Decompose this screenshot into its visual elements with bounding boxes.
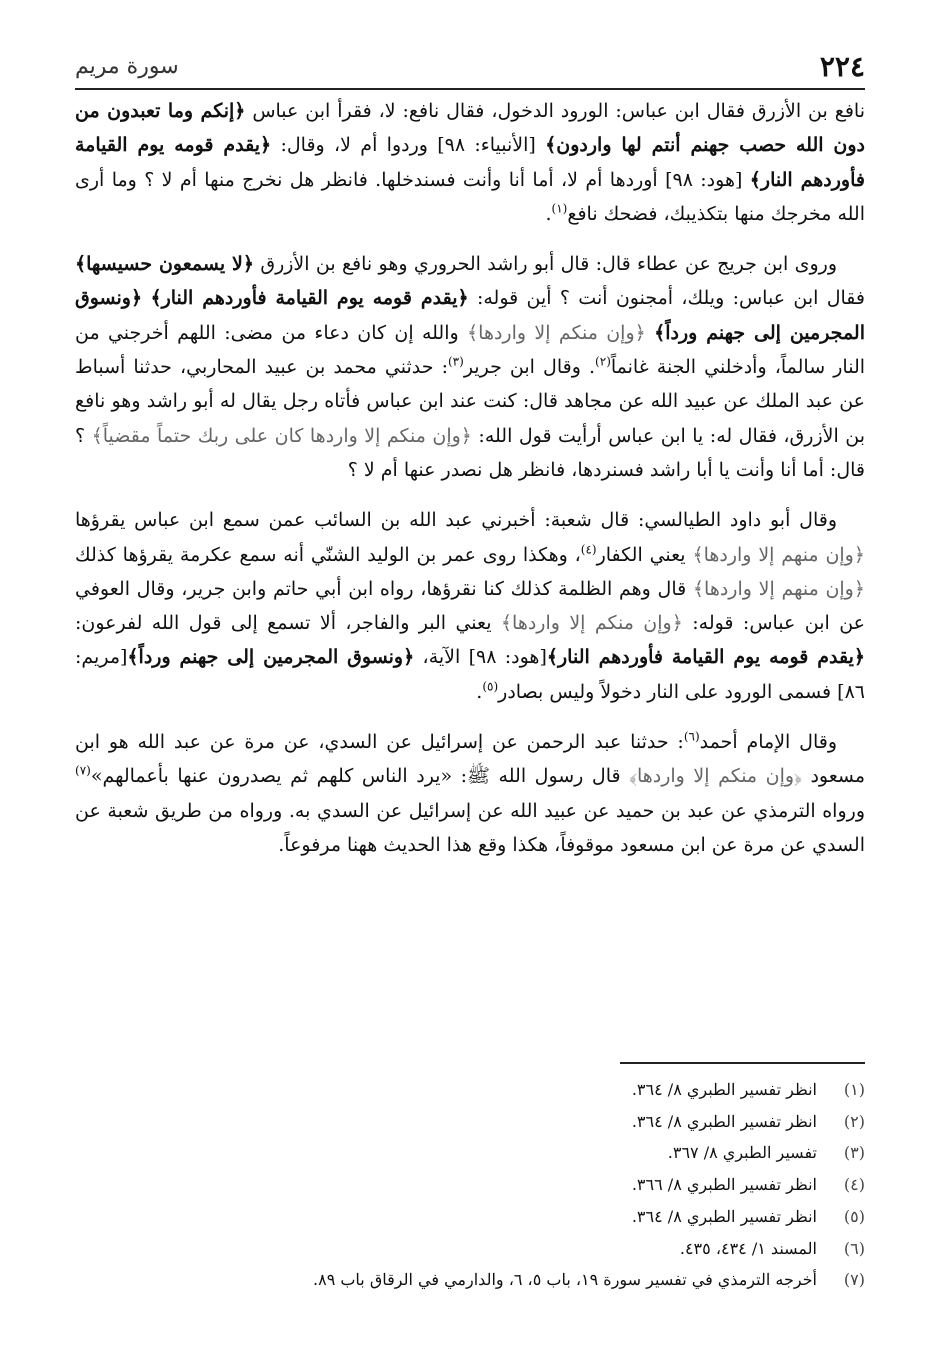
footnote [75,1169,865,1201]
text-run: ورواه الترمذي عن عبد بن حميد عن عبيد الله عن إسرائيل عن السدي به. ورواه من طريق شعبة عن السدي عن مرة عن ابن مسعود موقوفاً، هكذا وقع هذا الحديث ههنا مرفوعاً. [75,799,865,856]
text-run: [مريم: ٨٦] فسمى الورود على النار دخولاً وليس بصادر [75,646,865,703]
text-run: ؟ قال: أما أنا وأنت يا أبا راشد فسنردها، فانظر هل نصدر عنها أم لا ؟ [75,424,865,481]
text-run: قال رسول الله ﷺ: «يرد الناس كلهم ثم يصدرون عنها بأعمالهم» [90,765,630,788]
text-run: يعني البر والفاجر، ألا تسمع إلى قول الله لفرعون: [75,612,501,635]
footnote [75,1074,865,1106]
footnote-ref: (٥) [482,679,499,694]
text-run: قال وهم الظلمة كذلك كنا نقرؤها، رواه ابن أبي حاتم وابن جرير، وقال العوفي عن ابن عباس: قوله: [75,577,865,635]
footnote-text: انظر تفسير الطبري ٨/ ٣٦٤. [631,1111,817,1131]
quran-verse: ﴿يقدم قومه يوم القيامة فأوردهم النار﴾ [75,134,865,191]
footnote-ref: (٢) [595,354,611,369]
text-run: : حدثنا عبد الرحمن عن إسرائيل عن السدي، عن مرة عن عبد الله هو ابن مسعود [75,731,866,788]
footnote-number: (٧) [843,1270,865,1290]
footnote [75,1137,865,1169]
text-run: [الأنبياء: ٩٨] وردوا أم لا، وقال: [271,134,546,157]
quran-verse: ﴿ونسوق المجرمين إلى جهنم ورداً﴾ [75,287,865,344]
page-number: ٢٢٤ [819,50,865,83]
text-run: [هود: ٩٨] الآية، [414,646,547,669]
text-run: نافع بن الأزرق فقال ابن عباس: الورود الدخول، فقال نافع: لا، فقرأ ابن عباس [245,100,865,122]
footnote-text: انظر تفسير الطبري ٨/ ٣٦٤. [631,1080,817,1099]
footnote-number: (١) [843,1080,865,1099]
footnote-text: المسند ١/ ٤٣٤، ٤٣٥. [679,1238,817,1258]
text-run: : حدثني محمد بن عبيد المحاربي، حدثنا أسباط عن عبد الملك عن عبيد الله عن مجاهد قال: كنت عند ابن عباس فأتاه رجل يقال له أبو راشد وهو نافع بن الأزرق، فقال له: يا ابن عباس أرأيت قول الله: [75,356,865,447]
text-run: . وقال ابن جرير [463,356,596,379]
text-run: . [545,202,552,225]
paragraph [75,94,865,231]
footnote-text: تفسير الطبري ٨/ ٣٦٧. [667,1143,817,1163]
footnote-text: انظر تفسير الطبري ٨/ ٣٦٦. [631,1175,817,1195]
text-run: [هود: ٩٨] أوردها أم لا، أما أنا وأنت فسندخلها. فانظر هل نخرج منها أم لا ؟ وما أرى الله مخرجك منها بتكذيبك، فضحك نافع [75,168,865,225]
text-run: وقال الإمام أحمد [699,731,837,754]
footnote-number: (٣) [843,1143,865,1163]
paragraph [75,725,865,862]
quran-verse: ﴿ونسوق المجرمين إلى جهنم ورداً﴾ [127,646,415,669]
quran-verse: ﴿يقدم قومه يوم القيامة فأوردهم النار﴾ [546,646,865,669]
footnote-number: (٥) [843,1206,865,1226]
quran-verse-light: ﴿وإن منكم إلا واردها كان على ربك حتماً مقضياً﴾ [91,424,472,447]
text-run: يعني الكفار [596,543,693,566]
footnote-number: (٦) [843,1238,865,1258]
text-run: وروى ابن جريج عن عطاء قال: قال أبو راشد الحروري وهو نافع بن الأزرق [254,253,837,276]
footnote-number: (٢) [843,1111,865,1131]
footnote-number: (٤) [843,1175,865,1195]
footnote-ref: (٤) [580,542,597,557]
footnote [75,1264,865,1296]
quran-verse-light: ﴿وإن منكم إلا واردها﴾ [500,612,683,635]
footnote-ref: (١) [551,201,568,216]
text-run: ، وهكذا روى عمر بن الوليد الشنّي أنه سمع عكرمة يقرؤها كذلك [75,543,581,566]
paragraph [75,503,865,709]
text-run: فقال ابن عباس: ويلك، أمجنون أنت ؟ أين قوله: [468,287,865,310]
quran-verse: ﴿إنكم وما تعبدون من دون الله حصب جهنم أنتم لها واردون﴾ [75,100,866,157]
footnote-ref: (٣) [447,354,464,369]
footnote-ref: (٦) [683,729,700,744]
footnote-text: أخرجه الترمذي في تفسير سورة ١٩، باب ٥، ٦، والدارمي في الرقاق باب ٨٩. [313,1270,817,1290]
footnote-separator [620,1062,865,1064]
footnote [75,1233,865,1265]
footnote-ref: (٧) [75,764,91,779]
text-run: . [476,680,483,703]
quran-verse-light: ﴿وإن منهم إلا واردها﴾ [692,543,865,566]
quran-verse-light: ﴿وإن منكم إلا واردها﴾ [467,321,646,344]
paragraph [75,247,865,487]
footnote [75,1106,865,1138]
footnote-text: انظر تفسير الطبري ٨/ ٣٦٤. [631,1206,817,1226]
quran-verse-light: ﴿وإن منهم إلا واردها﴾ [692,577,865,600]
text-run: والله إن كان دعاء من مضى: اللهم أخرجني من النار سالماً، وأدخلني الجنة غانماً [75,321,866,379]
running-title: سورة مريم [75,54,179,79]
text-run: وقال أبو داود الطيالسي: قال شعبة: أخبرني عبد الله بن السائب عمن سمع ابن عباس يقرؤها [75,509,837,532]
header-rule [75,88,865,90]
text-run [646,322,654,344]
footnotes [75,1074,865,1296]
page-header [75,50,865,83]
main-text [75,94,865,862]
quran-verse: ﴿لا يسمعون حسيسها﴾ [75,253,254,276]
quran-verse: ﴿يقدم قومه يوم القيامة فأوردهم النار﴾ [150,287,469,310]
quran-verse-light: ﴿وإن منكم إلا واردها﴾ [629,765,802,788]
footnote [75,1201,865,1233]
